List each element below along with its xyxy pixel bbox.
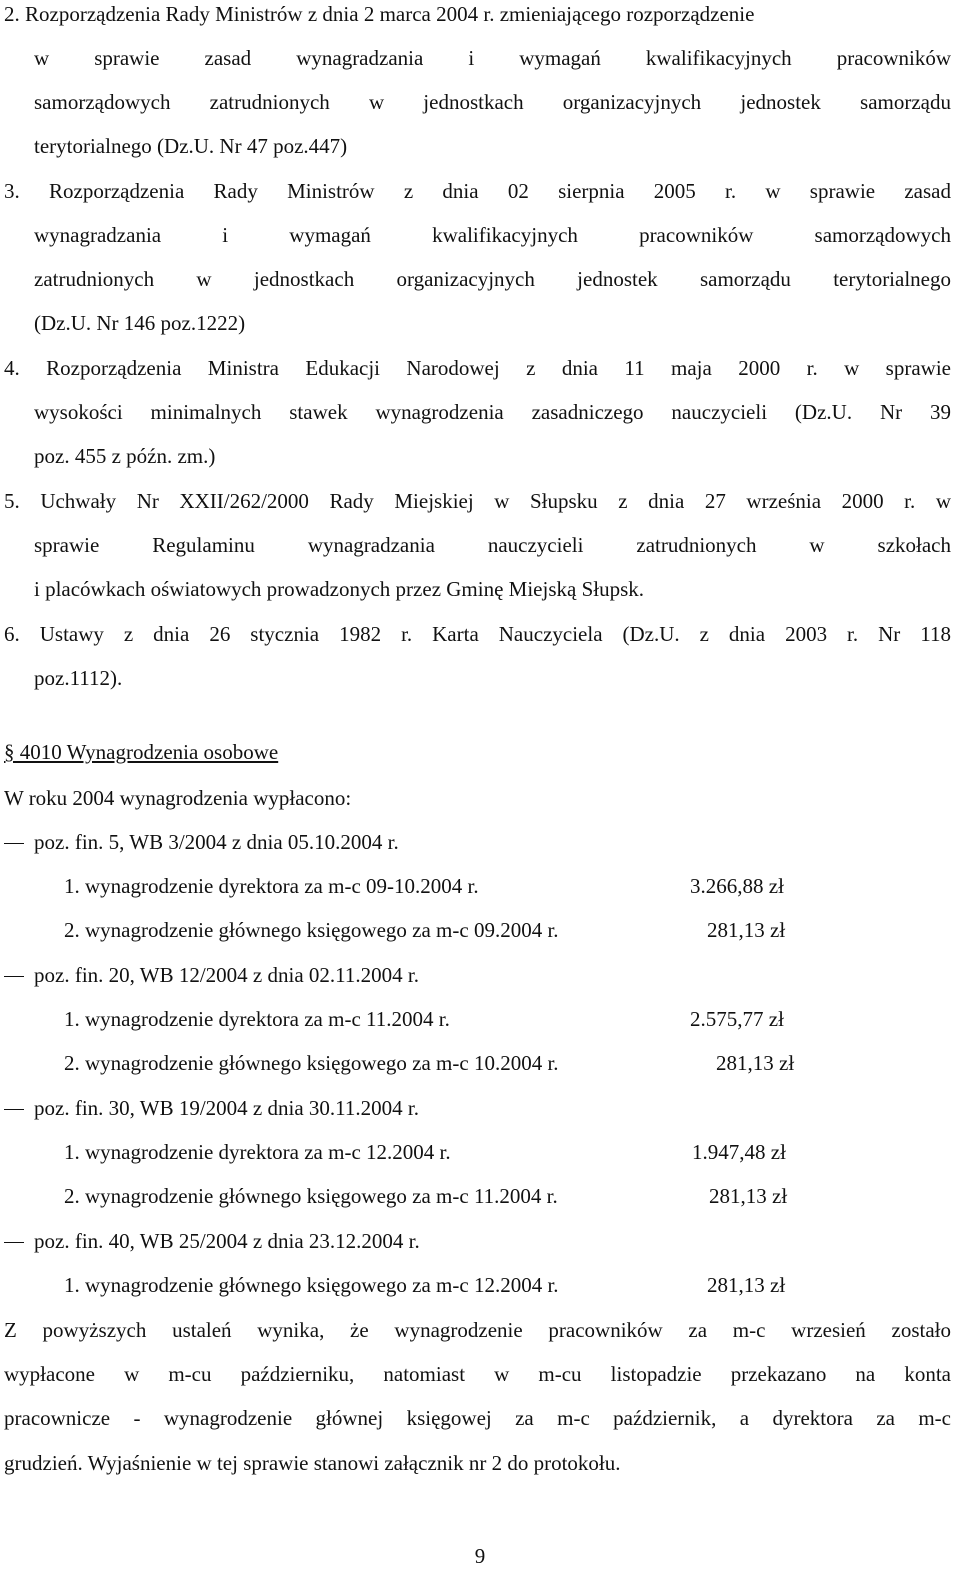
payment-group-4-item-1-amount: 281,13 zł	[707, 1273, 786, 1297]
reference-item-6-line-2: poz.1112).	[34, 666, 123, 690]
reference-item-3-line-4: (Dz.U. Nr 146 poz.1222)	[34, 311, 246, 335]
payment-group-2-item-2: 2. wynagrodzenie głównego księgowego za m-c 10.2004 r.	[64, 1051, 559, 1075]
reference-item-3-line-3: zatrudnionych w jednostkach organizacyjnych jednostek samorządu terytorialnego	[34, 267, 951, 291]
payment-group-2-item-1: 1. wynagrodzenie dyrektora za m-c 11.2004 r.	[64, 1007, 450, 1031]
list-dash	[4, 976, 24, 977]
section-heading: § 4010 Wynagrodzenia osobowe	[4, 740, 279, 764]
payment-group-3-title: poz. fin. 30, WB 19/2004 z dnia 30.11.2004 r.	[34, 1096, 419, 1120]
reference-item-5-line-3: i placówkach oświatowych prowadzonych przez Gminę Miejską Słupsk.	[34, 577, 645, 601]
reference-item-4-line-1: 4. Rozporządzenia Ministra Edukacji Narodowej z dnia 11 maja 2000 r. w sprawie	[4, 356, 951, 380]
payment-group-4-title: poz. fin. 40, WB 25/2004 z dnia 23.12.2004 r.	[34, 1229, 420, 1253]
list-dash	[4, 843, 24, 844]
reference-item-2-line-1: 2. Rozporządzenia Rady Ministrów z dnia 2 marca 2004 r. zmieniającego rozporządzenie	[4, 2, 755, 26]
conclusion-line-3: pracownicze - wynagrodzenie głównej księgowej za m-c październik, a dyrektora za m-c	[4, 1406, 951, 1430]
reference-item-3-line-1: 3. Rozporządzenia Rady Ministrów z dnia 02 sierpnia 2005 r. w sprawie zasad	[4, 179, 951, 203]
conclusion-line-2: wypłacone w m-cu październiku, natomiast w m-cu listopadzie przekazano na konta	[4, 1362, 951, 1386]
list-dash	[4, 1242, 24, 1243]
payment-group-3-item-1: 1. wynagrodzenie dyrektora za m-c 12.2004 r.	[64, 1140, 451, 1164]
section-intro: W roku 2004 wynagrodzenia wypłacono:	[4, 786, 352, 810]
payment-group-1-item-1-amount: 3.266,88 zł	[690, 874, 784, 898]
payment-group-1-item-2-amount: 281,13 zł	[707, 918, 786, 942]
payment-group-1-item-1: 1. wynagrodzenie dyrektora za m-c 09-10.2004 r.	[64, 874, 479, 898]
reference-item-4-line-2: wysokości minimalnych stawek wynagrodzenia zasadniczego nauczycieli (Dz.U. Nr 39	[34, 400, 951, 424]
reference-item-5-line-2: sprawie Regulaminu wynagradzania nauczycieli zatrudnionych w szkołach	[34, 533, 951, 557]
payment-group-3-item-1-amount: 1.947,48 zł	[692, 1140, 786, 1164]
payment-group-1-title: poz. fin. 5, WB 3/2004 z dnia 05.10.2004 r.	[34, 830, 399, 854]
payment-group-3-item-2-amount: 281,13 zł	[709, 1184, 788, 1208]
payment-group-4-item-1: 1. wynagrodzenie głównego księgowego za m-c 12.2004 r.	[64, 1273, 559, 1297]
page-number: 9	[474, 1544, 486, 1568]
reference-item-2-line-3: samorządowych zatrudnionych w jednostkach organizacyjnych jednostek samorządu	[34, 90, 951, 114]
reference-item-6-line-1: 6. Ustawy z dnia 26 stycznia 1982 r. Karta Nauczyciela (Dz.U. z dnia 2003 r. Nr 118	[4, 622, 951, 646]
conclusion-line-4: grudzień. Wyjaśnienie w tej sprawie stanowi załącznik nr 2 do protokołu.	[4, 1451, 621, 1475]
reference-item-4-line-3: poz. 455 z późn. zm.)	[34, 444, 216, 468]
payment-group-2-title: poz. fin. 20, WB 12/2004 z dnia 02.11.2004 r.	[34, 963, 419, 987]
conclusion-line-1: Z powyższych ustaleń wynika, że wynagrodzenie pracowników za m-c wrzesień zostało	[4, 1318, 951, 1342]
payment-group-2-item-1-amount: 2.575,77 zł	[690, 1007, 784, 1031]
reference-item-2-line-4: terytorialnego (Dz.U. Nr 47 poz.447)	[34, 134, 348, 158]
reference-item-5-line-1: 5. Uchwały Nr XXII/262/2000 Rady Miejskiej w Słupsku z dnia 27 września 2000 r. w	[4, 489, 951, 513]
payment-group-1-item-2: 2. wynagrodzenie głównego księgowego za m-c 09.2004 r.	[64, 918, 559, 942]
reference-item-3-line-2: wynagradzania i wymagań kwalifikacyjnych pracowników samorządowych	[34, 223, 951, 247]
list-dash	[4, 1109, 24, 1110]
payment-group-3-item-2: 2. wynagrodzenie głównego księgowego za m-c 11.2004 r.	[64, 1184, 558, 1208]
payment-group-2-item-2-amount: 281,13 zł	[716, 1051, 795, 1075]
reference-item-2-line-2: w sprawie zasad wynagradzania i wymagań kwalifikacyjnych pracowników	[34, 46, 951, 70]
